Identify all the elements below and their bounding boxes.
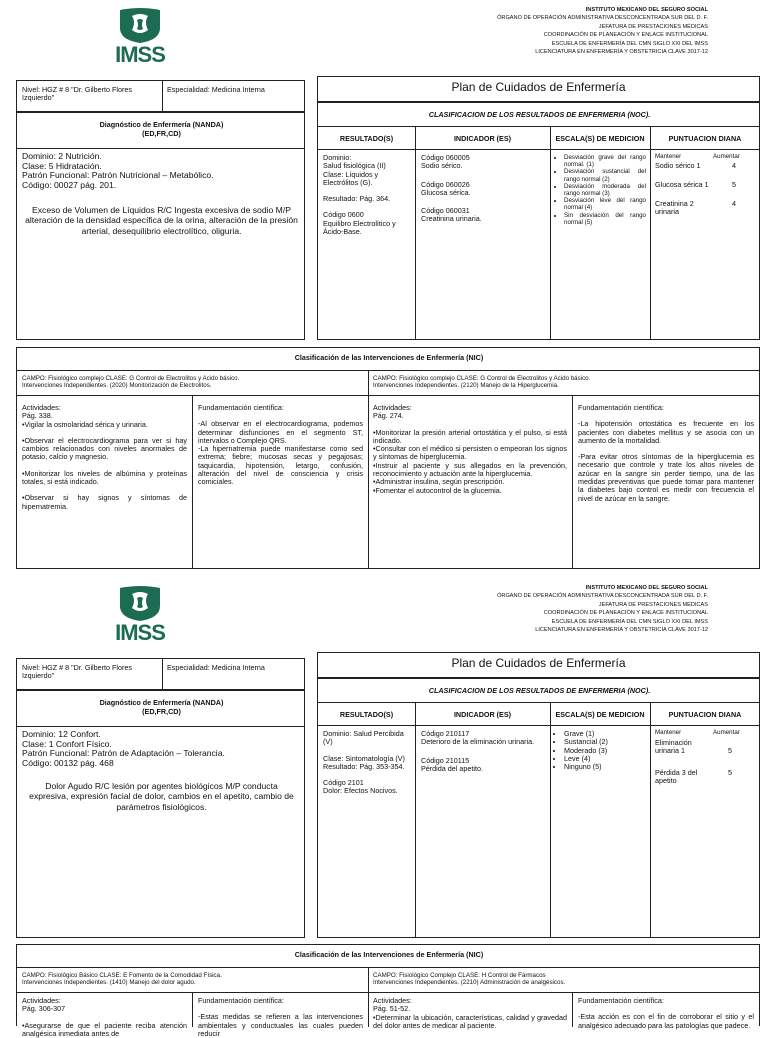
noc-title: CLASIFICACION DE LOS RESULTADOS DE ENFERMERIA (NOC). [428,686,651,695]
dx-statement: Exceso de Volumen de Líquidos R/C Ingesta excesiva de sodio M/P alteración de la densidad específica de la orina, alteración de la presión arterial, desequilibrio electrolítico, oliguria. [25,205,298,236]
campo-right: CAMPO: Fisiológico Complejo CLASE: H Control de Fármacos [373,972,546,979]
campo-left: CAMPO: Fisiológico complejo CLASE: G Control de Electrolitos y Acido básico. [22,375,240,382]
act-line: Pág. 338. [22,411,53,421]
institution-header [497,6,708,56]
mantener-label: Mantener [655,729,682,736]
resultado-line: Dominio: Salud Percibida (V) [323,729,404,747]
dx-line: Código: 00132 pág. 468 [22,757,114,768]
nic-box [16,347,760,569]
col-puntuacion: PUNTUACION DIANA [668,710,742,719]
indicador-line: Deterioro de la eliminación urinaria. [421,737,535,747]
institution-header [497,584,708,634]
escala-item: • Grave (1) [564,730,646,738]
act-line: •Instruir al paciente y sus allegados en la prevención, reconocimiento y actuación ante la hiperglucemia. [373,460,567,479]
puntuacion-value: 4 [732,199,736,208]
especialidad-text: Especialidad: Medicina Interna [167,85,265,94]
actividades-label: Actividades: [22,403,61,412]
dx-line: Dominio: 2 Nutrición. [22,151,102,161]
fund-line: -La hipernatremia puede manifestarse como sed extrema; fiebre; mucosas secas y pegajosas; taquicardia, hipotensión, letargo, confusión, alteración del nivel de consciencia y crisis comiciales. [198,444,363,487]
fundamentacion-label: Fundamentación científica: [198,996,284,1005]
act-line: •Monitorizar los niveles de albúmina y proteínas totales, si está indicado. [22,468,187,487]
actividades-label: Actividades: [373,403,412,412]
diagnostico-heading: Diagnóstico de Enfermería (NANDA) [99,120,224,129]
act-line: •Observar el electrocardiograma para ver si hay cambios relacionados con niveles anormales de potasio, calcio y magnesio. [22,435,187,462]
imss-logo-text: IMSS [115,42,165,67]
indicador-line: Código 060026 [421,179,470,189]
fund-line: -Esta acción es con el fin de corroborar el sitio y el analgésico adecuado para las patologías que padece. [578,1012,754,1030]
act-line: Pág. 274. [373,411,404,421]
indicador-line: Sodio sérico. [421,161,463,171]
interv-left: Intervenciones Independientes. (1410) Manejo del dolor agudo. [22,979,196,986]
imss-logo-text: IMSS [115,620,165,645]
indicador-line: Código 060005 [421,153,470,162]
plan-title: Plan de Cuidados de Enfermería [451,656,626,670]
col-indicador: INDICADOR (ES) [453,134,512,143]
nivel-text: Nivel: HGZ # 8 "Dr. Gilberto Flores Izquierdo" [22,663,132,681]
actividades-label: Actividades: [22,996,61,1005]
diagnostico-subheading: (ED,FR,CD) [142,129,181,138]
puntuacion-label: Pérdida 3 del apetito [655,768,698,786]
noc-box [317,102,760,340]
indicador-line: Código 060031 [421,206,470,216]
institution-name: INSTITUTO MEXICANO DEL SEGURO SOCIAL [585,585,708,591]
institution-line: ESCUELA DE ENFERMERÍA DEL CMN SIGLO XXI DEL IMSS [551,618,708,625]
act-line: •Observar si hay signos y síntomas de hipernatremia. [22,493,187,511]
nic-box [16,944,760,1038]
mantener-label: Mantener [655,153,682,160]
especialidad-text: Especialidad: Medicina Interna [167,663,265,672]
resultado-line: Resultado: Pág. 353-354. [323,761,405,771]
escala-item: • Desviación sustancial del rango normal (2) [564,168,646,182]
institution-line: JEFATURA DE PRESTACIONES MÉDICAS [598,23,708,30]
resultado-line: Resultado: Pág. 364. [323,194,391,204]
resultado-line: Código 0600 [323,210,364,220]
act-line: •Vigilar la osmolaridad sérica y urinaria. [22,419,148,429]
fund-line: -Para evitar otros síntomas de la hiperglucemia es necesario que controle y trate los altos niveles de azúcar en la sangre sin perder tiempo, una de las medidas preventivas que puede tomar para mantener la diabetes bajo control es medir con frecuencia el nivel de azúcar en la sangre. [578,452,754,503]
dx-line: Patrón Funcional: Patrón Nutricional – Metabólico. [22,170,214,181]
act-line: •Monitorizar la presión arterial ortostática y el pulso, si está indicado. [373,427,567,445]
nic-title: Clasificación de las Intervenciones de Enfermería (NIC) [294,353,484,362]
nivel-box [16,658,305,690]
institution-line: COORDINACIÓN DE PLANEACIÓN Y ENLACE INSTITUCIONAL [543,610,708,617]
escala-item: • Ninguno (5) [564,763,646,771]
institution-line: LICENCIATURA EN ENFERMERÍA Y OBSTETRICIA CLAVE 3017-12 [535,49,708,56]
noc-box [317,678,760,938]
diagnostico-heading: Diagnóstico de Enfermería (NANDA) [99,698,224,707]
puntuacion-label: Sodio sérico 1 [655,161,701,170]
act-line: •Asegurarse de que el paciente reciba atención analgésica inmediata antes de [22,1020,187,1038]
aumentar-label: Aumentar [713,153,740,160]
imss-logo [110,586,170,646]
escala-item: • Leve (4) [564,755,646,763]
indicador-line: Código 210117 [421,729,470,738]
plan-title-box [317,652,760,678]
institution-line: ESCUELA DE ENFERMERÍA DEL CMN SIGLO XXI DEL IMSS [551,40,708,47]
escala-item: • Desviación grave del rango normal. (1) [564,154,646,168]
imss-logo [110,8,170,68]
act-line: •Fomentar el autocontrol de la glucemia. [373,485,502,495]
act-line: •Administrar insulina, según prescripción. [373,477,505,487]
imss-eagle-icon [110,8,170,44]
escala-item: • Sin desviación del rango normal (5) [564,212,646,226]
nivel-box [16,80,305,112]
institution-name: INSTITUTO MEXICANO DEL SEGURO SOCIAL [585,7,708,13]
escala-item: • Moderado (3) [564,747,646,755]
diagnostico-box [16,112,305,340]
fund-line: -Estas medidas se refieren a las intervenciones ambientales y conductuales las cuales pueden reducir [198,1012,363,1038]
dx-line: Dominio: 12 Confort. [22,729,101,739]
fund-line: -Al observar en el electrocardiograma, podemos determinar disfunciones en el segmento ST, intervalos o Complejo QRS. [198,419,363,445]
institution-line: JEFATURA DE PRESTACIONES MÉDICAS [598,601,708,608]
dx-line: Código: 00027 pág. 201. [22,179,117,190]
dx-line: Patrón Funcional: Patrón de Adaptación – Tolerancia. [22,748,225,759]
escala-item: • Desviación moderada del rango normal (3) [564,183,646,197]
institution-line: ÓRGANO DE OPERACIÓN ADMINISTRATIVA DESCONCENTRADA SUR DEL D. F. [497,593,708,600]
escala-item: • Sustancial (2) [564,738,646,746]
act-line: Pág. 306-307 [22,1004,66,1014]
imss-eagle-icon [110,586,170,622]
dx-line: Clase: 5 Hidratación. [22,160,102,171]
fundamentacion-label: Fundamentación científica: [578,996,664,1005]
nivel-text: Nivel: HGZ # 8 "Dr. Gilberto Flores Izquierdo" [22,85,132,103]
resultado-line: Dominio: [323,153,352,162]
puntuacion-label: Eliminación urinaria 1 [655,738,692,756]
act-line: Pág. 51-52. [373,1004,411,1014]
dx-statement: Dolor Agudo R/C lesión por agentes biológicos M/P conducta expresiva, expresión facial de dolor, cambios en el apetito, cambio de parámetros fisiológicos. [29,781,294,812]
plan-title: Plan de Cuidados de Enfermería [451,80,626,94]
puntuacion-label: Creatinina 2 urinaria [655,199,694,217]
plan-title-box [317,76,760,102]
institution-line: ÓRGANO DE OPERACIÓN ADMINISTRATIVA DESCONCENTRADA SUR DEL D. F. [497,15,708,22]
puntuacion-value: 5 [728,746,732,755]
aumentar-label: Aumentar [713,729,740,736]
interv-left: Intervenciones Independientes. (2020) Monitorización de Electrolitos. [22,382,212,389]
campo-right: CAMPO: Fisiológico complejo CLASE: G Control de Electrolitos y Acido básico. [373,375,591,382]
institution-line: COORDINACIÓN DE PLANEACIÓN Y ENLACE INSTITUCIONAL [543,32,708,39]
col-escala: ESCALA(S) DE MEDICION [555,710,645,719]
diagnostico-subheading: (ED,FR,CD) [142,707,181,716]
dx-line: Clase: 1 Confort Físico. [22,738,112,749]
nic-title: Clasificación de las Intervenciones de Enfermería (NIC) [294,950,484,959]
col-indicador: INDICADOR (ES) [453,710,512,719]
noc-title: CLASIFICACION DE LOS RESULTADOS DE ENFERMERIA (NOC). [428,110,651,119]
campo-left: CAMPO: Fisiológico Básico CLASE: E Fomento de la Comodidad Física. [22,972,222,979]
indicador-line: Código 210115 [421,755,470,765]
col-puntuacion: PUNTUACION DIANA [668,134,742,143]
actividades-label: Actividades: [373,996,412,1005]
fund-line: -La hipotensión ortostática es frecuente en los pacientes con diabetes mellitus y se asocia con un aumento de la mortalidad. [578,419,754,445]
col-resultado: RESULTADO(S) [339,710,394,719]
resultado-line: Clase: Sintomatología (V) [323,753,405,763]
escala-item: • Desviación leve del rango normal (4) [564,197,646,211]
puntuacion-value: 5 [728,768,732,777]
indicador-line: Glucosa sérica. [421,187,471,197]
resultado-line: Salud fisiológica (II) [323,161,386,171]
care-plan-page-2 [0,578,768,1038]
act-line: •Consultar con el médico si persisten o empeoran los signos y síntomas de hiperglucemia. [373,444,567,462]
institution-line: LICENCIATURA EN ENFERMERÍA Y OBSTETRICIA CLAVE 3017-12 [535,627,708,634]
interv-right: Intervenciones Independientes. (2210) Administración de analgésicos. [373,979,566,986]
puntuacion-value: 5 [732,180,736,189]
fundamentacion-label: Fundamentación científica: [578,403,664,412]
resultado-line: Código 2101 [323,778,364,788]
indicador-line: Creatinina urinaria. [421,214,482,224]
indicador-line: Pérdida del apetito. [421,763,483,773]
resultado-line: Clase: Líquidos y Electrólitos (G). [323,169,379,187]
act-line: •Determinar la ubicación, características, calidad y gravedad del dolor antes de medicar al paciente. [373,1012,567,1030]
puntuacion-label: Glucosa sérica 1 [655,180,709,189]
resultado-line: Dolor: Efectos Nocivos. [323,786,398,796]
fundamentacion-label: Fundamentación científica: [198,403,284,412]
col-resultado: RESULTADO(S) [339,134,394,143]
col-escala: ESCALA(S) DE MEDICION [555,134,645,143]
resultado-line: Equilibro Electrolítico y Ácido-Base. [323,218,396,237]
interv-right: Intervenciones Independientes. (2120) Manejo de la Hiperglucemia. [373,382,559,389]
puntuacion-value: 4 [732,161,736,170]
diagnostico-box [16,690,305,938]
